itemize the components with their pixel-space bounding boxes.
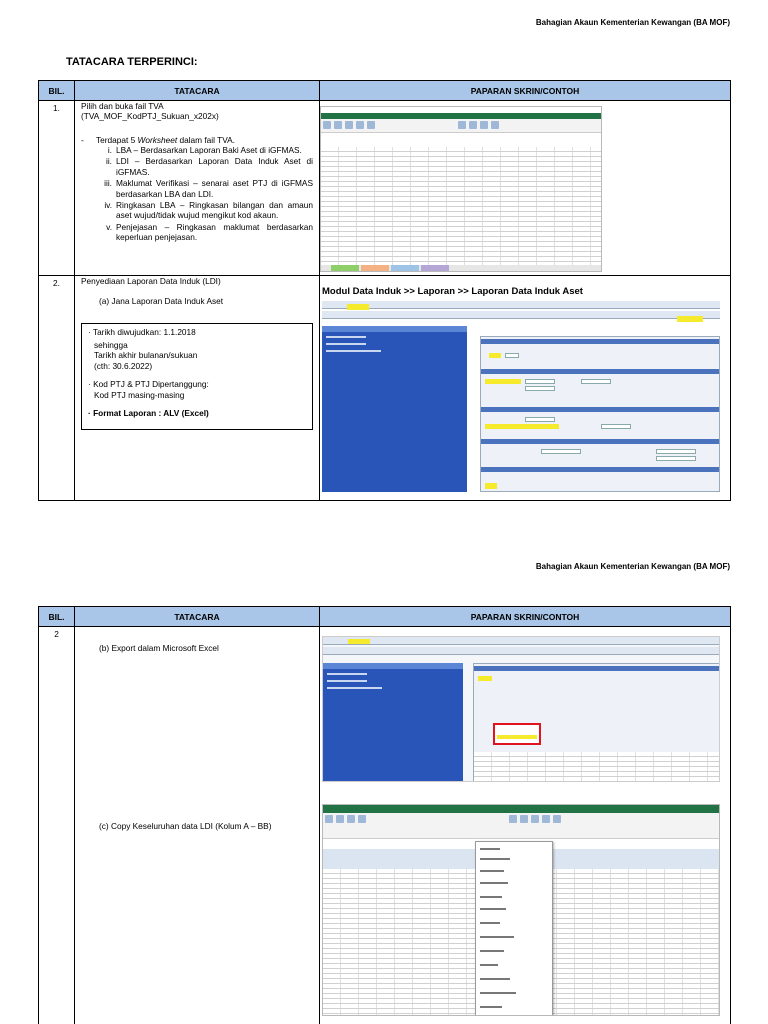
list-item: iii. Maklumat Verifikasi – senarai aset PTJ di iGFMAS berdasarkan LBA dan LDI. [104, 178, 313, 199]
step-description [75, 627, 320, 1024]
excel-copy-screenshot [322, 804, 720, 1016]
step-description [75, 276, 320, 501]
list-item: i. LBA – Berdasarkan Laporan Baki Aset di iGFMAS. [107, 145, 302, 156]
step-subtext: (a) Jana Laporan Data Induk Aset [99, 296, 224, 307]
col-header-bil: BIL. [39, 607, 75, 627]
step-line: Pilih dan buka fail TVA [81, 101, 164, 111]
step-number: 1. [39, 101, 75, 276]
col-header-bil: BIL. [39, 81, 75, 101]
context-menu[interactable] [475, 841, 553, 1016]
step-description: Pilih dan buka fail TVA (TVA_MOF_KodPTJ_Sukuan_x202x) - Terdapat 5 Worksheet dalam fail TVA. i. LBA – Berdasarkan Laporan Baki Aset di iGFMAS. ii. LDI – Berdasarkan Laporan Data Induk Aset di iGFMAS. iii. Maklumat Verifikasi – senarai aset PTJ di iGFMAS berdasarkan LBA dan LDI. iv. Ringkasan LBA – Ringkasan bilangan dan amaun aset wujud/tidak wujud mengikut kod akaun. v. Penjejasan – Ringkasan maklumat berdasarkan keperluan penjejasan. [75, 101, 320, 276]
col-header-tatacara: TATACARA [75, 607, 320, 627]
step-subtext: (b) Export dalam Microsoft Excel [99, 643, 219, 653]
report-form [480, 336, 720, 492]
step-line: (TVA_MOF_KodPTJ_Sukuan_x202x) [81, 111, 219, 122]
worksheet-intro: Terdapat 5 Worksheet dalam fail TVA. [96, 134, 235, 145]
page-header: Bahagian Akaun Kementerian Kewangan (BA MOF) [535, 18, 730, 27]
list-item: v. Penjejasan – Ringkasan maklumat berdasarkan keperluan penjejasan. [106, 221, 313, 242]
col-header-paparan: PAPARAN SKRIN/CONTOH [320, 81, 731, 101]
step-subtext: (c) Copy Keseluruhan data LDI (Kolum A – BB) [99, 821, 272, 832]
step-text: Penyediaan Laporan Data Induk (LDI) [81, 276, 221, 286]
portal-screenshot [322, 286, 720, 492]
step-number: 2 [39, 627, 75, 1024]
worksheet-list [96, 145, 313, 242]
page-header: Bahagian Akaun Kementerian Kewangan (BA MOF) [535, 562, 730, 571]
sidebar [323, 663, 463, 782]
list-item: iv. Ringkasan LBA – Ringkasan bilangan dan amaun aset wujud/tidak wujud mengikut kod akaun. [104, 199, 313, 221]
excel-screenshot [320, 106, 602, 272]
screen-title: Modul Data Induk >> Laporan >> Laporan Data Induk Aset [322, 286, 583, 297]
section-title: TATACARA TERPERINCI: [66, 56, 198, 68]
export-menu[interactable] [493, 723, 541, 745]
parameter-box: · Tarikh diwujudkan: 1.1.2018 sehingga Tarikh akhir bulanan/sukuan (cth: 30.6.2022) · Kod PTJ & PTJ Dipertanggung: Kod PTJ masing-masing · Format Laporan : ALV (Excel) [81, 323, 313, 431]
sidebar [322, 326, 467, 492]
step-number: 2. [39, 276, 75, 501]
export-screenshot [322, 636, 720, 782]
list-item: ii. LDI – Berdasarkan Laporan Data Induk Aset di iGFMAS. [106, 156, 313, 177]
col-header-tatacara: TATACARA [75, 81, 320, 101]
col-header-paparan: PAPARAN SKRIN/CONTOH [320, 607, 731, 627]
